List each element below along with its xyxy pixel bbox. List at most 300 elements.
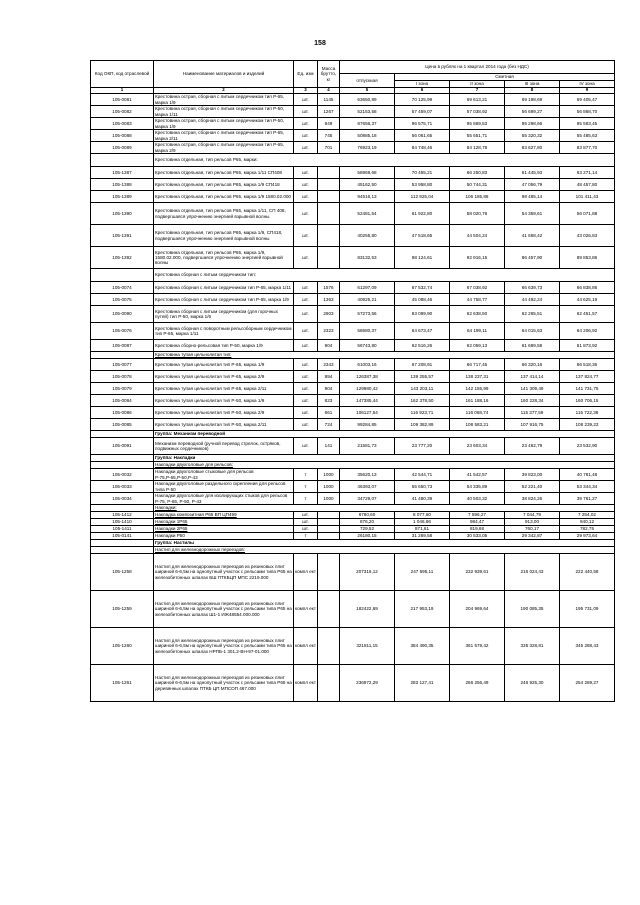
item-mass: 2903: [318, 306, 340, 323]
table-row: [91, 94, 615, 106]
table-row: [91, 591, 615, 628]
price-zone-4: 782,75: [560, 526, 615, 533]
item-mass: [318, 247, 340, 269]
price-release: 236972,29: [340, 665, 395, 702]
price-zone-3: 38 824,26: [505, 493, 560, 505]
price-zone-2: 54 335,89: [450, 481, 505, 493]
price-zone-1: 61 922,80: [395, 203, 450, 225]
header-zone-2: II зона: [450, 81, 505, 88]
header-price: Цена в рублях на 1 квартал 2014 года (без НДС): [340, 61, 615, 74]
group-code-cell: [91, 154, 154, 167]
item-code: 105-0033: [91, 481, 154, 493]
item-unit: компл ект: [294, 665, 318, 702]
header-zone-1: I зона: [395, 81, 450, 88]
header-estimate: Сметная: [395, 74, 615, 81]
header-mass: Масса брутто, кг: [318, 61, 340, 88]
item-code: 105-0088: [91, 130, 154, 142]
column-number: 4: [318, 88, 340, 94]
item-code: 105-0141: [91, 533, 154, 540]
item-unit: шт.: [294, 359, 318, 371]
item-code: 105-1390: [91, 203, 154, 225]
price-zone-1: 139 255,57: [395, 371, 450, 383]
item-code: 105-0034: [91, 493, 154, 505]
header-zone-4: IV зона: [560, 81, 615, 88]
price-zone-1: 96 575,71: [395, 118, 450, 130]
item-mass: [318, 533, 340, 540]
price-zone-1: 70 125,99: [395, 94, 450, 106]
item-name: Настил для железнодорожных переездов из резиновых плит шириной 6-6,5м на однопутный участок с рельсами типа Р65 на железобетонных шпалах Ш1-1 ИЖ48554.000.000: [154, 591, 294, 628]
price-zone-3: 64 015,63: [505, 323, 560, 340]
item-code: 105-0083: [91, 118, 154, 130]
item-code: 105-0091: [91, 438, 154, 455]
price-zone-4: 23 532,90: [560, 438, 615, 455]
price-zone-4: 83 877,70: [560, 142, 615, 154]
group-row: [91, 540, 615, 547]
price-zone-1: 112 925,04: [395, 191, 450, 203]
table-row: [91, 282, 615, 294]
price-zone-2: 44 758,77: [450, 294, 505, 306]
price-zone-3: 66 320,16: [505, 359, 560, 371]
item-name: Крестовина отдельная, тип рельсов Р65, марка 1/9, СП418, подвергшаяся упрочнению энергией взрывной волны: [154, 225, 294, 247]
table-row: [91, 130, 615, 142]
item-name: Настил для железнодорожных переездов из резиновых плит шириной 6-6,5м на однопутный участок с рельсами типа Р65 на железобетонных шпалах НРПБ-1 301.2-ВН-97-01.000: [154, 628, 294, 665]
table-row: [91, 106, 615, 118]
item-code: 105-1412: [91, 512, 154, 519]
price-zone-1: 247 695,11: [395, 554, 450, 591]
price-zone-1: 57 459,07: [395, 106, 450, 118]
price-zone-2: 161 188,16: [450, 395, 505, 407]
column-number: 2: [154, 88, 294, 94]
price-zone-1: 283 127,41: [395, 665, 450, 702]
item-code: 105-0086: [91, 407, 154, 419]
item-code: 105-1392: [91, 247, 154, 269]
price-zone-3: 246 925,30: [505, 665, 560, 702]
group-row: [91, 269, 615, 282]
price-zone-3: 335 328,81: [505, 628, 560, 665]
item-code: 105-0089: [91, 142, 154, 154]
price-zone-2: 819,68: [450, 526, 505, 533]
price-zone-4: 53 344,34: [560, 481, 615, 493]
price-table-body: [91, 94, 615, 702]
price-release: 40255,80: [340, 225, 395, 247]
price-zone-1: 45 088,46: [395, 294, 450, 306]
table-row: [91, 395, 615, 407]
price-zone-3: 216 024,43: [505, 554, 560, 591]
price-zone-3: 137 414,14: [505, 371, 560, 383]
group-code-cell: [91, 455, 154, 462]
item-name: Крестовина отдельная, тип рельсов Р65, марка 1/11 СП408: [154, 167, 294, 179]
item-name: Настил для железнодорожных переездов из резиновых плит шириной 6-6,5м на однопутный участок с рельсами типа Р65 на деревянных шпалах ПТКБ ЦП МПСОП 467.000: [154, 665, 294, 702]
item-mass: [318, 191, 340, 203]
item-code: 105-1258: [91, 554, 154, 591]
price-zone-2: 84 128,78: [450, 142, 505, 154]
item-unit: шт.: [294, 282, 318, 294]
table-row: [91, 512, 615, 519]
item-mass: [318, 519, 340, 526]
price-zone-1: 67 208,91: [395, 359, 450, 371]
price-zone-4: 61 873,92: [560, 340, 615, 352]
price-zone-1: 116 923,71: [395, 407, 450, 419]
price-zone-2: 142 155,99: [450, 383, 505, 395]
price-release: 76923,19: [340, 142, 395, 154]
price-zone-4: 48 457,80: [560, 179, 615, 191]
price-zone-2: 62 059,13: [450, 340, 505, 352]
item-unit: шт.: [294, 225, 318, 247]
price-zone-2: 108 583,21: [450, 419, 505, 431]
group-code-cell: [91, 269, 154, 282]
table-row: [91, 407, 615, 419]
item-unit: шт.: [294, 94, 318, 106]
item-mass: 1000: [318, 481, 340, 493]
item-name: Крестовина сборная с поворотным рельсоборным сердечником тип Р-65, марка 1/11: [154, 323, 294, 340]
table-row: [91, 383, 615, 395]
item-mass: [318, 203, 340, 225]
item-unit: шт.: [294, 294, 318, 306]
price-zone-2: 116 068,74: [450, 407, 505, 419]
price-zone-2: 66 250,83: [450, 167, 505, 179]
table-row: [91, 118, 615, 130]
price-zone-4: 7 254,02: [560, 512, 615, 519]
item-unit: шт.: [294, 438, 318, 455]
price-zone-4: 89 853,86: [560, 247, 615, 269]
price-release: 46393,07: [340, 481, 395, 493]
price-zone-4: 940,12: [560, 519, 615, 526]
price-release: 63650,89: [340, 94, 395, 106]
price-release: 99284,85: [340, 419, 395, 431]
table-row: [91, 203, 615, 225]
price-zone-1: 1 046,86: [395, 519, 450, 526]
price-zone-1: 70 455,21: [395, 167, 450, 179]
price-zone-1: 384 490,35: [395, 628, 450, 665]
price-release: 147385,44: [340, 395, 395, 407]
item-code: 105-0075: [91, 294, 154, 306]
price-zone-4: 39 761,27: [560, 493, 615, 505]
item-code: 105-0087: [91, 340, 154, 352]
item-code: 105-1388: [91, 179, 154, 191]
price-zone-4: 44 625,19: [560, 294, 615, 306]
price-zone-3: 41 668,42: [505, 225, 560, 247]
item-name: Крестовина тупая цельнолитая тип Р-50, марка 1/9: [154, 395, 294, 407]
item-mass: [318, 512, 340, 519]
price-zone-1: 62 516,26: [395, 340, 450, 352]
price-zone-1: 41 480,39: [395, 493, 450, 505]
item-mass: [318, 628, 340, 665]
item-code: 105-0078: [91, 371, 154, 383]
price-release: 87656,37: [340, 118, 395, 130]
item-name: Накладки двухголовые для изолирующих стыков для рельсов Р-75, Р-65, Р-50, Р-43: [154, 493, 294, 505]
price-release: 207316,12: [340, 554, 395, 591]
price-zone-4: 62 451,57: [560, 306, 615, 323]
price-zone-2: 44 504,24: [450, 225, 505, 247]
table-row: [91, 340, 615, 352]
price-zone-2: 30 533,05: [450, 533, 505, 540]
table-row: [91, 306, 615, 323]
table-row: [91, 142, 615, 154]
price-zone-4: 64 206,92: [560, 323, 615, 340]
price-zone-3: 107 916,75: [505, 419, 560, 431]
price-zone-4: 160 706,15: [560, 395, 615, 407]
price-zone-1: 871,61: [395, 526, 450, 533]
price-zone-2: 23 603,34: [450, 438, 505, 455]
item-code: 105-1389: [91, 191, 154, 203]
group-row: [91, 455, 615, 462]
item-mass: [318, 665, 340, 702]
price-release: 876,20: [340, 519, 395, 526]
price-zone-4: 101 411,43: [560, 191, 615, 203]
price-release: 729,52: [340, 526, 395, 533]
price-zone-3: 190 085,35: [505, 591, 560, 628]
price-zone-4: 115 722,36: [560, 407, 615, 419]
group-row: [91, 462, 615, 469]
price-zone-3: 62 265,51: [505, 306, 560, 323]
item-mass: 1000: [318, 469, 340, 481]
item-unit: компл ект: [294, 591, 318, 628]
price-release: 52481,54: [340, 203, 395, 225]
item-mass: 949: [318, 118, 340, 130]
price-zone-3: 54 359,61: [505, 203, 560, 225]
price-zone-4: 56 071,88: [560, 203, 615, 225]
item-mass: 1000: [318, 493, 340, 505]
group-row: [91, 154, 615, 167]
price-zone-2: 138 237,31: [450, 371, 505, 383]
price-zone-3: 160 228,34: [505, 395, 560, 407]
header-zone-3: III зона: [505, 81, 560, 88]
price-zone-3: 23 462,79: [505, 438, 560, 455]
price-zone-1: 53 958,80: [395, 179, 450, 191]
item-mass: [318, 225, 340, 247]
table-row: [91, 247, 615, 269]
price-zone-3: 61 445,93: [505, 167, 560, 179]
price-zone-1: 162 378,50: [395, 395, 450, 407]
item-name: Крестовина сборная с литым сердечником (для горочных путей) тип Р-50, марка 1/6: [154, 306, 294, 323]
item-code: 105-1259: [91, 591, 154, 628]
group-row: [91, 505, 615, 512]
item-name: Крестовина отдельная, тип рельсов Р65, марка 1/9, 1580.02.000, подвергшаяся упрочнению энергией взрывной волны: [154, 247, 294, 269]
price-zone-3: 47 056,79: [505, 179, 560, 191]
item-unit: т: [294, 469, 318, 481]
table-row: [91, 419, 615, 431]
item-mass: 894: [318, 371, 340, 383]
item-name: Крестовина тупая цельнолитая тип Р-65, марка 2/11: [154, 383, 294, 395]
item-unit: т: [294, 493, 318, 505]
group-code-cell: [91, 352, 154, 359]
item-code: 105-0085: [91, 419, 154, 431]
price-zone-3: 7 044,79: [505, 512, 560, 519]
price-zone-2: 50 744,31: [450, 179, 505, 191]
item-name: Крестовина сборная с литым сердечником тип Р-65, марка 1/11: [154, 282, 294, 294]
item-code: 105-1260: [91, 628, 154, 665]
price-zone-2: 204 969,64: [450, 591, 505, 628]
item-code: 105-1387: [91, 167, 154, 179]
item-name: Крестовина отдельная, тип рельсов Р65, марка 1/9 СП418: [154, 179, 294, 191]
column-number: 3: [294, 88, 318, 94]
item-mass: 1363: [318, 294, 340, 306]
item-code: 105-1391: [91, 225, 154, 247]
item-unit: шт.: [294, 306, 318, 323]
group-code-cell: [91, 547, 154, 554]
price-zone-3: 39 823,00: [505, 469, 560, 481]
price-release: 83132,53: [340, 247, 395, 269]
price-zone-1: 64 673,47: [395, 323, 450, 340]
item-unit: шт.: [294, 203, 318, 225]
price-release: 58969,68: [340, 167, 395, 179]
table-row: [91, 628, 615, 665]
table-row: [91, 191, 615, 203]
item-code: 105-0077: [91, 359, 154, 371]
item-name: Накладка композитная Р65 ВП ЦП499: [154, 512, 294, 519]
item-mass: 661: [318, 407, 340, 419]
price-release: 34729,07: [340, 493, 395, 505]
item-unit: шт.: [294, 383, 318, 395]
price-zone-3: 115 377,59: [505, 407, 560, 419]
price-zone-1: 84 748,46: [395, 142, 450, 154]
item-mass: 823: [318, 395, 340, 407]
group-title: Группа: Накладки: [154, 455, 615, 462]
price-zone-4: 66 518,36: [560, 359, 615, 371]
item-code: 105-1411: [91, 526, 154, 533]
price-zone-2: 66 717,45: [450, 359, 505, 371]
price-zone-4: 195 731,09: [560, 591, 615, 628]
price-zone-3: 61 689,58: [505, 340, 560, 352]
price-zone-2: 7 596,27: [450, 512, 505, 519]
item-unit: шт.: [294, 142, 318, 154]
group-row: [91, 547, 615, 554]
table-row: [91, 469, 615, 481]
group-code-cell: [91, 431, 154, 438]
price-zone-1: 143 203,11: [395, 383, 450, 395]
price-zone-1: 63 099,90: [395, 306, 450, 323]
price-zone-3: 29 342,87: [505, 533, 560, 540]
price-zone-2: 95 869,53: [450, 118, 505, 130]
item-mass: [318, 554, 340, 591]
item-name: Крестовина острая, сборная с литым сердечником тип Р-65, марка 2/9: [154, 142, 294, 154]
table-row: [91, 294, 615, 306]
price-zone-4: 66 838,86: [560, 282, 615, 294]
price-zone-2: 58 020,76: [450, 203, 505, 225]
price-release: 106127,54: [340, 407, 395, 419]
item-name: Накладки Р50: [154, 533, 294, 540]
price-zone-4: 222 440,58: [560, 554, 615, 591]
item-unit: шт.: [294, 407, 318, 419]
price-release: 129980,42: [340, 383, 395, 395]
item-unit: шт.: [294, 247, 318, 269]
price-release: 26180,15: [340, 533, 395, 540]
price-zone-1: 42 544,71: [395, 469, 450, 481]
price-zone-2: 92 916,15: [450, 247, 505, 269]
item-name: Крестовина острая, сборная с литым сердечником тип Р-65, марка 1/9: [154, 94, 294, 106]
item-mass: 2323: [318, 323, 340, 340]
item-unit: шт.: [294, 167, 318, 179]
item-mass: 1145: [318, 94, 340, 106]
group-code-cell: [91, 462, 154, 469]
price-zone-3: 44 492,24: [505, 294, 560, 306]
price-zone-1: 217 953,19: [395, 591, 450, 628]
column-number: 5: [340, 88, 395, 94]
item-name: Накладки 2Р65: [154, 526, 294, 533]
group-title: Группа: Настилы: [154, 540, 615, 547]
table-row: [91, 179, 615, 191]
group-row: [91, 431, 615, 438]
item-name: Накладки двухголовые раздельного скрепления для рельсов типа Р-50: [154, 481, 294, 493]
price-zone-3: 69 198,69: [505, 94, 560, 106]
price-zone-3: 913,00: [505, 519, 560, 526]
table-row: [91, 554, 615, 591]
item-unit: шт.: [294, 191, 318, 203]
item-mass: [318, 179, 340, 191]
price-release: 57273,56: [340, 306, 395, 323]
item-name: Крестовина тупая цельнолитая тип Р-65, марка 2/9: [154, 371, 294, 383]
item-name: Крестовина тупая цельнолитая тип Р-50, марка 2/11: [154, 419, 294, 431]
price-zone-4: 141 731,75: [560, 383, 615, 395]
price-zone-4: 40 781,48: [560, 469, 615, 481]
price-zone-2: 64 199,11: [450, 323, 505, 340]
item-code: 105-0082: [91, 106, 154, 118]
item-unit: шт.: [294, 526, 318, 533]
item-code: 105-0084: [91, 395, 154, 407]
group-title: Группа: Механизм переводной: [154, 431, 615, 438]
item-name: Крестовина острая, сборная с литым сердечником тип Р-50, марка 1/9: [154, 118, 294, 130]
item-name: Крестовина острая, сборная с литым сердечником тип Р-50, марка 1/11: [154, 106, 294, 118]
group-title: Накладки:: [154, 505, 615, 512]
price-release: 94516,13: [340, 191, 395, 203]
item-unit: шт.: [294, 519, 318, 526]
price-zone-4: 108 239,23: [560, 419, 615, 431]
item-code: 105-0074: [91, 282, 154, 294]
item-name: Накладки двухголовые стыковые для рельсов Р-75,Р-65,Р-50,Р-43: [154, 469, 294, 481]
item-unit: компл ект: [294, 628, 318, 665]
price-table: [90, 60, 615, 702]
price-zone-4: 56 868,70: [560, 106, 615, 118]
group-code-cell: [91, 505, 154, 512]
item-mass: 904: [318, 383, 340, 395]
price-zone-2: 62 638,50: [450, 306, 505, 323]
price-zone-4: 55 485,63: [560, 130, 615, 142]
item-name: Крестовина сборная с литым сердечником тип Р-65, марка 1/9: [154, 294, 294, 306]
table-row: [91, 519, 615, 526]
price-release: 182422,69: [340, 591, 395, 628]
price-zone-3: 56 699,27: [505, 106, 560, 118]
table-row: [91, 481, 615, 493]
price-zone-4: 29 973,64: [560, 533, 615, 540]
price-release: 126387,38: [340, 371, 395, 383]
price-release: 21581,73: [340, 438, 395, 455]
item-unit: шт.: [294, 419, 318, 431]
price-zone-3: 66 639,73: [505, 282, 560, 294]
item-mass: [318, 526, 340, 533]
item-unit: компл ект: [294, 554, 318, 591]
price-zone-3: 86 457,90: [505, 247, 560, 269]
table-row: [91, 371, 615, 383]
price-release: 52153,58: [340, 106, 395, 118]
price-zone-3: 55 320,32: [505, 130, 560, 142]
item-name: Крестовина острая, сборная с литым сердечником тип Р-65, марка 2/11: [154, 130, 294, 142]
price-release: 50885,18: [340, 130, 395, 142]
price-zone-1: 56 061,65: [395, 130, 450, 142]
item-unit: шт.: [294, 179, 318, 191]
item-name: Крестовина тупая цельнолитая тип Р-50, марка 2/9: [154, 407, 294, 419]
price-zone-1: 8 077,60: [395, 512, 450, 519]
price-zone-2: 106 185,88: [450, 191, 505, 203]
item-unit: шт.: [294, 323, 318, 340]
item-mass: 701: [318, 142, 340, 154]
item-mass: [318, 591, 340, 628]
item-code: 105-0032: [91, 469, 154, 481]
price-zone-2: 57 038,92: [450, 106, 505, 118]
item-name: Крестовина сборно-рельсовая тип Р-50, марка 1/9: [154, 340, 294, 352]
price-zone-4: 137 824,77: [560, 371, 615, 383]
group-row: [91, 352, 615, 359]
header-name: Наименование материалов и изделий: [154, 61, 294, 88]
